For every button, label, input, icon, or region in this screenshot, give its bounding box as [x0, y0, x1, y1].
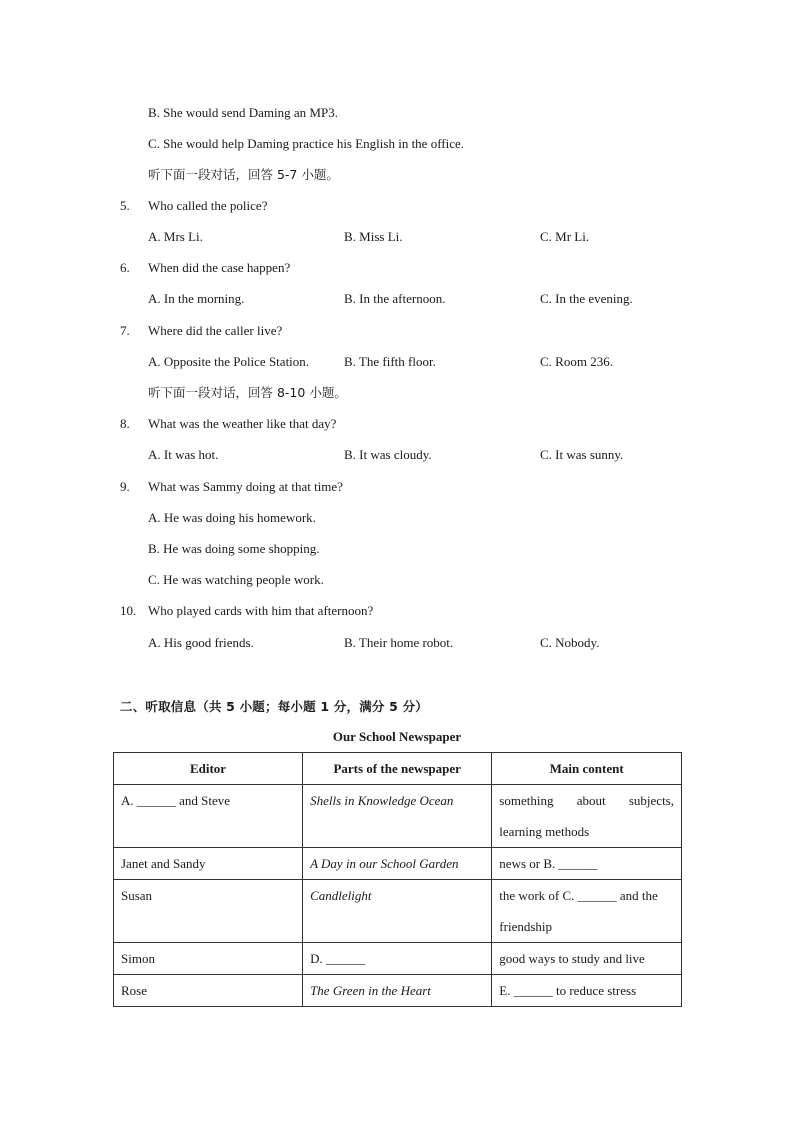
table-row: [114, 975, 682, 1007]
option-a: A. In the morning.: [148, 291, 245, 306]
question-text: When did the case happen?: [148, 260, 291, 275]
content-line: [499, 785, 674, 816]
column-header: Editor: [114, 753, 303, 785]
editor-cell: Susan: [114, 880, 303, 943]
question-number: 5.: [120, 198, 130, 213]
column-header: Parts of the newspaper: [303, 753, 492, 785]
option-c: C. In the evening.: [540, 291, 633, 306]
question-text: What was Sammy doing at that time?: [148, 479, 343, 494]
option-c: C. Nobody.: [540, 635, 600, 650]
option-b: B. Miss Li.: [344, 229, 403, 244]
section-heading: 二、听取信息（共 5 小题；每小题 1 分，满分 5 分）: [120, 699, 429, 714]
option-b: B. It was cloudy.: [344, 447, 432, 462]
content-line: friendship: [499, 919, 553, 934]
content-cell: good ways to study and live: [492, 943, 682, 975]
part-cell: The Green in the Heart: [303, 975, 492, 1007]
editor-cell: Simon: [114, 943, 303, 975]
question-text: Where did the caller live?: [148, 323, 283, 338]
option-a: A. His good friends.: [148, 635, 254, 650]
editor-cell: A. ______ and Steve: [114, 785, 303, 848]
content-cell: [492, 880, 682, 943]
option-c: C. He was watching people work.: [148, 572, 324, 587]
option-a: A. He was doing his homework.: [148, 510, 316, 525]
question-text: What was the weather like that day?: [148, 416, 337, 431]
table-title: Our School Newspaper: [332, 729, 462, 744]
option-b: B. In the afternoon.: [344, 291, 446, 306]
part-cell: Shells in Knowledge Ocean: [303, 785, 492, 848]
column-header: Main content: [492, 753, 682, 785]
question-text: Who called the police?: [148, 198, 268, 213]
option-a: A. It was hot.: [148, 447, 219, 462]
question-text: Who played cards with him that afternoon?: [148, 603, 374, 618]
instruction-5-7: 听下面一段对话，回答 5-7 小题。: [148, 167, 339, 182]
table-row: [114, 880, 682, 943]
table-row: [114, 848, 682, 880]
content-cell: [492, 785, 682, 848]
content-word: subjects,: [628, 793, 674, 808]
editor-cell: Janet and Sandy: [114, 848, 303, 880]
question-number: 6.: [120, 260, 130, 275]
option-b: B. Their home robot.: [344, 635, 454, 650]
content-word: about: [576, 793, 606, 808]
content-cell: E. ______ to reduce stress: [492, 975, 682, 1007]
question-number: 8.: [120, 416, 130, 431]
option-a: A. Opposite the Police Station.: [148, 354, 310, 369]
instruction-8-10: 听下面一段对话，回答 8-10 小题。: [148, 385, 347, 400]
part-cell: A Day in our School Garden: [303, 848, 492, 880]
table-row: [114, 785, 682, 848]
option-c: C. Mr Li.: [540, 229, 590, 244]
part-cell: D. ______: [303, 943, 492, 975]
part-cell: Candlelight: [303, 880, 492, 943]
option-c: C. Room 236.: [540, 354, 613, 369]
editor-cell: Rose: [114, 975, 303, 1007]
question-number: 10.: [120, 603, 137, 618]
option-b: B. The fifth floor.: [344, 354, 436, 369]
table-header-row: [114, 753, 682, 785]
question-number: 9.: [120, 479, 130, 494]
content-cell: news or B. ______: [492, 848, 682, 880]
content-line: the work of C. ______ and the: [499, 888, 658, 903]
option-a: A. Mrs Li.: [148, 229, 203, 244]
option-b: B. He was doing some shopping.: [148, 541, 320, 556]
q4-option-b: B. She would send Daming an MP3.: [148, 105, 338, 120]
question-number: 7.: [120, 323, 130, 338]
newspaper-table: [113, 752, 682, 1007]
content-word: something: [499, 793, 554, 808]
table-row: [114, 943, 682, 975]
content-line: learning methods: [499, 824, 590, 839]
q4-option-c: C. She would help Daming practice his English in the office.: [148, 136, 465, 151]
option-c: C. It was sunny.: [540, 447, 624, 462]
